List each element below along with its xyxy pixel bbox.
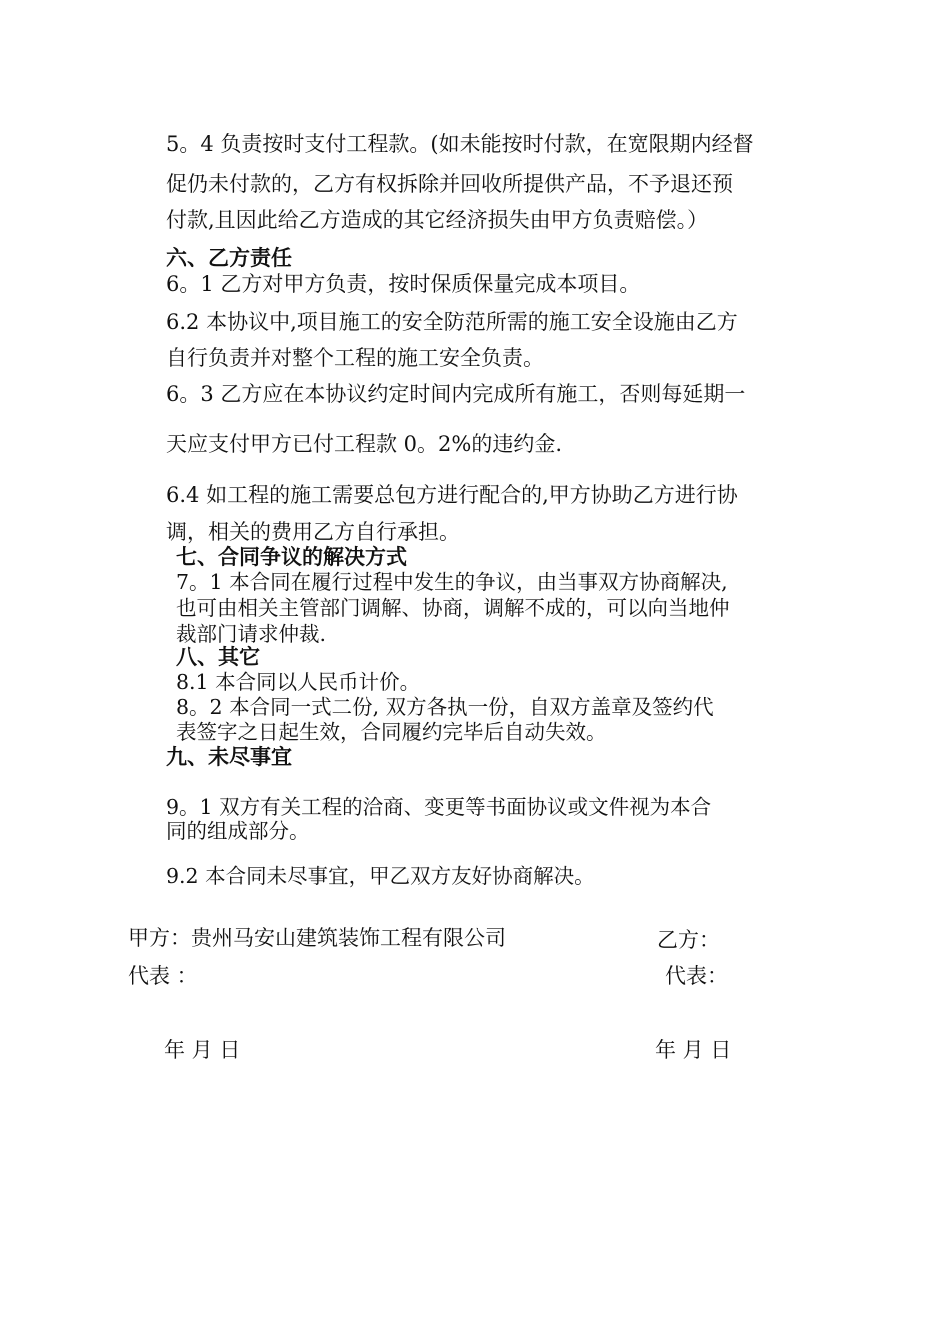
clause-7-1-line-1: 7。1 本合同在履行过程中发生的争议，由当事双方协商解决, (176, 570, 728, 594)
heading-section-6: 六、乙方责任 (166, 246, 292, 270)
clause-6-1: 6。1 乙方对甲方负责，按时保质保量完成本项目。 (166, 272, 641, 296)
clause-5-4-line-3: 付款,且因此给乙方造成的其它经济损失由甲方负责赔偿。） (166, 208, 709, 232)
clause-6-4-line-2: 调，相关的费用乙方自行承担。 (166, 520, 460, 544)
clause-6-4-line-1: 6.4 如工程的施工需要总包方进行配合的,甲方协助乙方进行协 (166, 483, 738, 507)
clause-9-2: 9.2 本合同未尽事宜，甲乙双方友好协商解决。 (166, 864, 595, 888)
clause-7-1-line-3: 裁部门请求仲裁. (176, 622, 327, 646)
clause-7-1-line-2: 也可由相关主管部门调解、协商，调解不成的，可以向当地仲 (176, 596, 730, 620)
heading-section-9: 九、未尽事宜 (166, 745, 292, 769)
heading-section-7: 七、合同争议的解决方式 (176, 545, 407, 569)
clause-8-2-line-2: 表签字之日起生效，合同履约完毕后自动失效。 (176, 720, 607, 744)
party-b-date: 年 月 日 (655, 1038, 732, 1062)
clause-9-1-line-1: 9。1 双方有关工程的洽商、变更等书面协议或文件视为本合 (166, 795, 712, 819)
clause-8-2-line-1: 8。2 本合同一式二份, 双方各执一份，自双方盖章及签约代 (176, 695, 714, 719)
party-b-representative: 代表： (665, 964, 728, 988)
clause-9-1-line-2: 同的组成部分。 (166, 819, 310, 843)
party-a-representative: 代表 ： (128, 964, 198, 988)
clause-8-1: 8.1 本合同以人民币计价。 (176, 670, 421, 694)
party-b-label: 乙方： (657, 928, 720, 952)
clause-6-3-line-2: 天应支付甲方已付工程款 0。2%的违约金. (166, 432, 563, 456)
clause-5-4-line-1: 5。4 负责按时支付工程款。(如未能按时付款，在宽限期内经督 (166, 132, 754, 156)
clause-6-2-line-2: 自行负责并对整个工程的施工安全负责。 (166, 346, 544, 370)
clause-5-4-line-2: 促仍未付款的，乙方有权拆除并回收所提供产品，不予退还预 (166, 172, 733, 196)
heading-section-8: 八、其它 (176, 645, 260, 669)
clause-6-3-line-1: 6。3 乙方应在本协议约定时间内完成所有施工，否则每延期一 (166, 382, 746, 406)
party-a-date: 年 月 日 (164, 1038, 241, 1062)
party-a-name: 甲方：贵州马安山建筑装饰工程有限公司 (128, 926, 506, 950)
clause-6-2-line-1: 6.2 本协议中,项目施工的安全防范所需的施工安全设施由乙方 (166, 310, 738, 334)
